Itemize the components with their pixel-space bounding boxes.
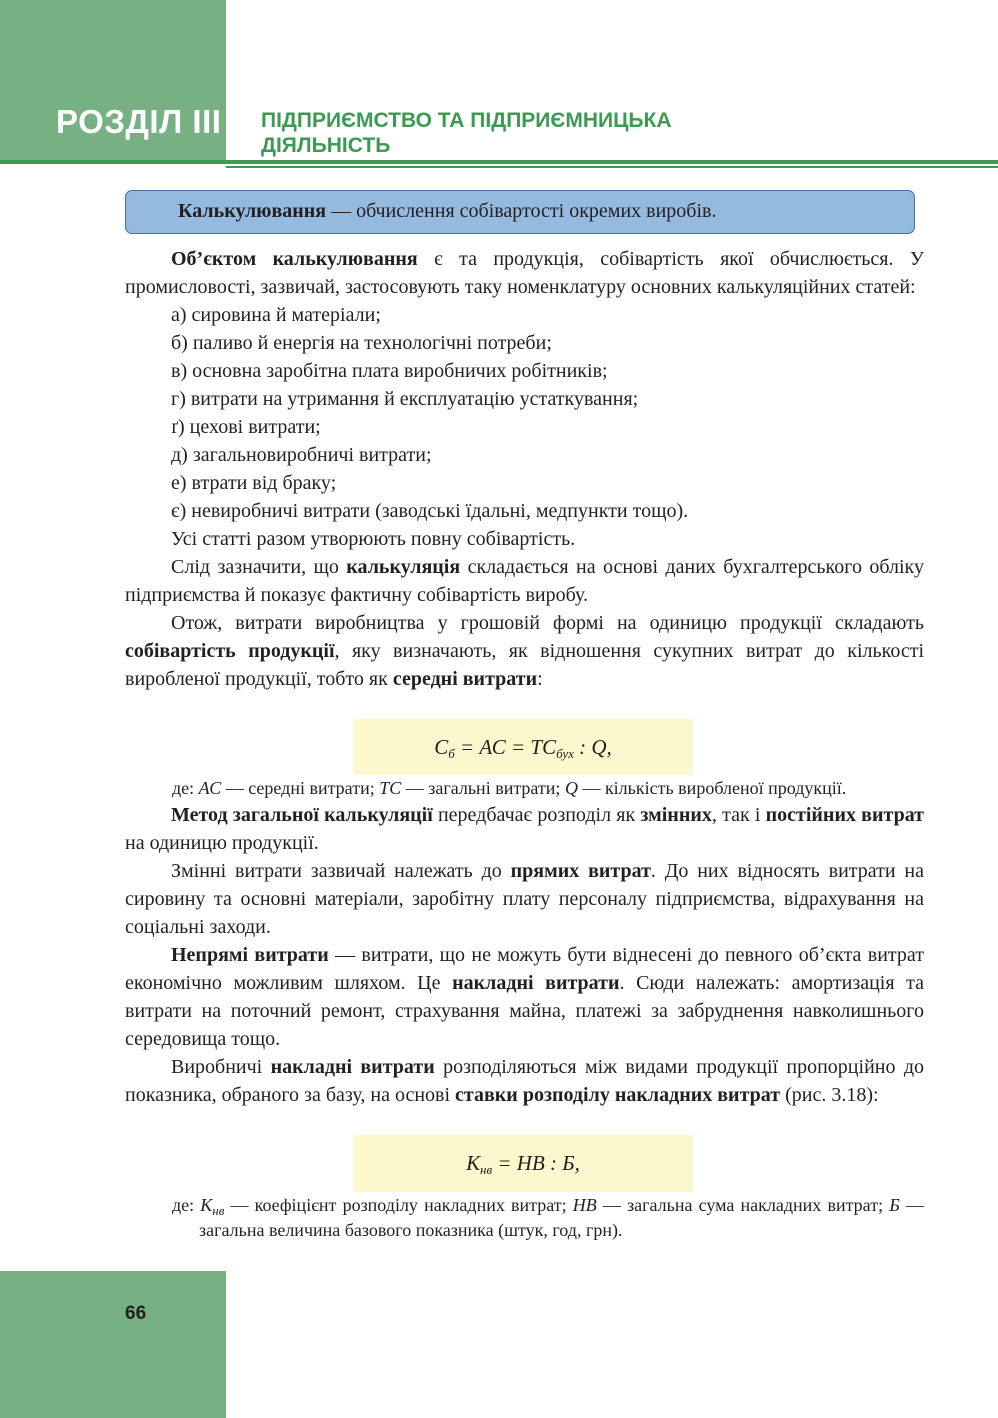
formula-text: : Q, — [573, 735, 612, 759]
bold-term: накладні витрати — [452, 972, 620, 994]
bold-term: постійних витрат — [765, 804, 924, 826]
text-run: — середні витрати; — [221, 778, 380, 798]
list-item: е) втрати від браку; — [171, 472, 337, 494]
paragraph-cost — [125, 609, 924, 693]
text-run: , так і — [711, 804, 766, 826]
text-run: де: — [172, 1195, 201, 1215]
bold-term: Метод загальної калькуляції — [171, 804, 433, 826]
header-rule-thin — [226, 166, 998, 168]
formula-subscript: нв — [480, 1162, 493, 1177]
sidebar-bottom — [0, 1271, 226, 1418]
var-text: Q — [564, 778, 578, 798]
text-run: Змінні витрати зазвичай належать до — [171, 860, 511, 882]
list-item: в) основна заробітна плата виробничих робітників; — [171, 360, 608, 382]
page-number: 66 — [125, 1303, 147, 1324]
paragraph-indirect — [125, 941, 924, 1053]
bold-term: Непрямі витрати — [171, 944, 329, 966]
bold-term: собівартість продукції — [125, 640, 335, 662]
bold-term: накладні витрати — [270, 1056, 435, 1078]
chapter-title — [261, 108, 821, 158]
paragraph-intro — [125, 245, 924, 301]
var-text: АС — [198, 778, 222, 798]
formula-legend-2 — [172, 1193, 924, 1243]
formula-text: = АС = ТС — [454, 735, 557, 759]
text-run: — коефіцієнт розподілу накладних витрат; — [224, 1195, 573, 1215]
formula-box-average-cost — [353, 719, 693, 775]
text-run: , яку визначають, як відношення сукупних витрат до кількості виробленої продукції, тобто як — [125, 640, 924, 690]
definition-term: Калькулювання — [178, 200, 327, 222]
text-run: — загальна сума накладних витрат; — [596, 1195, 890, 1215]
main-text-middle — [125, 801, 924, 1109]
text-run: Виробничі — [171, 1056, 271, 1078]
list-item: є) невиробничі витрати (заводські їдальні, медпункти тощо). — [171, 500, 689, 522]
text-run: передбачає розподіл як — [432, 804, 641, 826]
formula-subscript: бух — [556, 746, 574, 761]
list-item: д) загальновиробничі витрати; — [171, 444, 432, 466]
list-item: г) витрати на утримання й експлуатацію устаткування; — [171, 388, 639, 410]
list-item: а) сировина й матеріали; — [171, 304, 381, 326]
formula-subscript: б — [448, 746, 455, 761]
paragraph-variable — [125, 857, 924, 941]
text-run: — загальна величина базового показника (штук, год, грн). — [199, 1195, 924, 1240]
text-run: розподіляються між видами продукції пропорційно до показника, обраного за базу, на основі — [125, 1056, 924, 1106]
list-item: ґ) цехові витрати; — [171, 416, 321, 438]
var-text: Б — [889, 1195, 900, 1215]
text-run: складається на основі даних бухгалтерського обліку підприємства й показує фактичну собівартість виробу. — [125, 556, 924, 606]
paragraph-calculation — [125, 553, 924, 609]
chapter-title-line1: ПІДПРИЄМСТВО ТА ПІДПРИЄМНИЦЬКА — [261, 109, 672, 132]
text-run: — загальні витрати; — [401, 778, 565, 798]
definition-text: — обчислення собівартості окремих виробів. — [326, 200, 717, 222]
chapter-title-line2: ДІЯЛЬНІСТЬ — [261, 134, 391, 157]
bold-term: середні витрати — [392, 668, 538, 690]
bold-term: прямих витрат — [510, 860, 651, 882]
var-text: ТС — [379, 778, 402, 798]
text-run: — кількість виробленої продукції. — [577, 778, 847, 798]
bold-term: змінних — [640, 804, 712, 826]
text-run: є та продукція, собівартість якої обчислюється. У промисловості, зазвичай, застосовують таку номенклатуру основних калькуляційних статей: — [125, 248, 924, 298]
definition-box — [125, 190, 915, 234]
paragraph-overhead — [125, 1053, 924, 1109]
text-run: : — [537, 668, 543, 690]
text-run: . До них відносять витрати на сировину та основні матеріали, заробітну плату персоналу підприємства, відрахування на соціальні заходи. — [125, 860, 924, 938]
text-run: на одиницю продукції. — [125, 832, 319, 854]
formula-box-overhead-rate — [353, 1135, 693, 1192]
var-subscript: нв — [212, 1203, 225, 1218]
bold-term: ставки розподілу накладних витрат — [455, 1084, 781, 1106]
text-run: де: — [172, 778, 199, 798]
text-run: — витрати, що не можуть бути віднесені до певного об’єкта витрат економічно можливим шляхом. Це — [125, 944, 924, 994]
formula-legend-1 — [172, 776, 924, 801]
header-rule — [0, 160, 998, 164]
bold-term: калькуляція — [346, 556, 461, 578]
text-run: Слід зазначити, що — [171, 556, 347, 578]
bold-term: Об’єктом калькулювання — [171, 248, 418, 270]
formula-text: К — [466, 1151, 481, 1175]
formula-text: = НВ : Б, — [492, 1151, 580, 1175]
text-run: Отож, витрати виробництва у грошовій формі на одиницю продукції складають — [171, 612, 924, 634]
main-text-top — [125, 245, 924, 693]
section-label: РОЗДІЛ III — [56, 103, 222, 140]
list-item: б) паливо й енергія на технологічні потреби; — [171, 332, 552, 354]
var-text: К — [200, 1195, 213, 1215]
text-run: . Сюди належать: амортизація та витрати на поточний ремонт, страхування майна, платежі за забруднення навколишнього середовища тощо. — [125, 972, 924, 1050]
paragraph-method — [125, 801, 924, 857]
text-run: (рис. 3.18): — [780, 1084, 879, 1106]
paragraph-all: Усі статті разом утворюють повну собівартість. — [171, 528, 576, 550]
var-text: НВ — [572, 1195, 597, 1215]
formula-text: С — [434, 735, 449, 759]
